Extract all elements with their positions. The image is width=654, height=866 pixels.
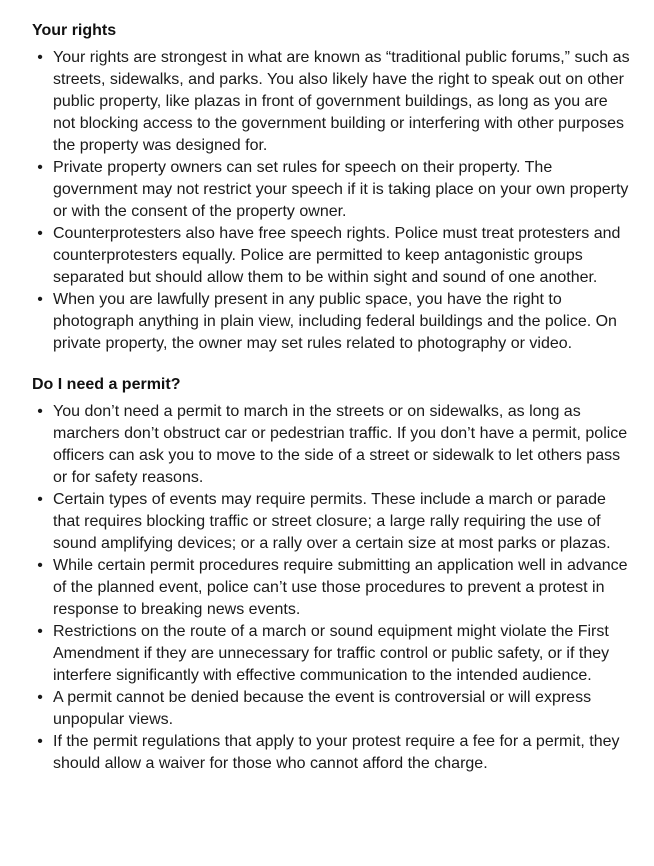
list-item bbox=[32, 621, 632, 687]
section-your-rights bbox=[32, 20, 632, 355]
bullet-list bbox=[32, 47, 632, 355]
bullet-icon: • bbox=[37, 403, 43, 420]
bullet-icon: • bbox=[37, 291, 43, 308]
list-item-text: A permit cannot be denied because the event is controversial or will express unpopular views. bbox=[53, 689, 592, 728]
bullet-icon: • bbox=[37, 49, 43, 66]
list-item-text: Private property owners can set rules for speech on their property. The government may not restrict your speech if it is taking place on your own property or with the consent of the property owner. bbox=[53, 159, 629, 220]
list-item-text: Your rights are strongest in what are known as “traditional public forums,” such as streets, sidewalks, and parks. You also likely have the right to speak out on other public property, like plazas in front of government buildings, as long as you are not blocking access to the government building or interfering with other purposes the property was designed for. bbox=[53, 49, 630, 154]
list-item bbox=[32, 289, 632, 355]
bullet-list bbox=[32, 401, 632, 775]
section-permit bbox=[32, 374, 632, 775]
bullet-icon: • bbox=[37, 733, 43, 750]
list-item-text: Certain types of events may require permits. These include a march or parade that requires blocking traffic or street closure; a large rally requiring the use of sound amplifying devices; or a rally over a certain size at most parks or plazas. bbox=[53, 491, 611, 552]
list-item-text: Counterprotesters also have free speech rights. Police must treat protesters and counterprotesters equally. Police are permitted to keep antagonistic groups separated but should allow them to be within sight and sound of one another. bbox=[53, 225, 621, 286]
list-item bbox=[32, 555, 632, 621]
bullet-icon: • bbox=[37, 689, 43, 706]
list-item-text: You don’t need a permit to march in the streets or on sidewalks, as long as marchers don’t obstruct car or pedestrian traffic. If you don’t have a permit, police officers can ask you to move to the side of a street or sidewalk to let others pass or for safety reasons. bbox=[53, 403, 628, 486]
bullet-icon: • bbox=[37, 623, 43, 640]
section-heading: Your rights bbox=[32, 22, 117, 39]
list-item-text: While certain permit procedures require submitting an application well in advance of the planned event, police can’t use those procedures to prevent a protest in response to breaking news events. bbox=[53, 557, 628, 618]
list-item bbox=[32, 687, 632, 731]
list-item-text: Restrictions on the route of a march or sound equipment might violate the First Amendment if they are unnecessary for traffic control or public safety, or if they interfere significantly with effective communication to the intended audience. bbox=[53, 623, 610, 684]
list-item bbox=[32, 731, 632, 775]
list-item bbox=[32, 401, 632, 489]
list-item bbox=[32, 489, 632, 555]
bullet-icon: • bbox=[37, 557, 43, 574]
list-item bbox=[32, 223, 632, 289]
list-item-text: When you are lawfully present in any public space, you have the right to photograph anything in plain view, including federal buildings and the police. On private property, the owner may set rules related to photography or video. bbox=[53, 291, 617, 352]
bullet-icon: • bbox=[37, 491, 43, 508]
document-body bbox=[32, 20, 632, 775]
list-item bbox=[32, 47, 632, 157]
section-heading: Do I need a permit? bbox=[32, 376, 181, 393]
list-item bbox=[32, 157, 632, 223]
bullet-icon: • bbox=[37, 159, 43, 176]
list-item-text: If the permit regulations that apply to your protest require a fee for a permit, they should allow a waiver for those who cannot afford the charge. bbox=[53, 733, 620, 772]
bullet-icon: • bbox=[37, 225, 43, 242]
